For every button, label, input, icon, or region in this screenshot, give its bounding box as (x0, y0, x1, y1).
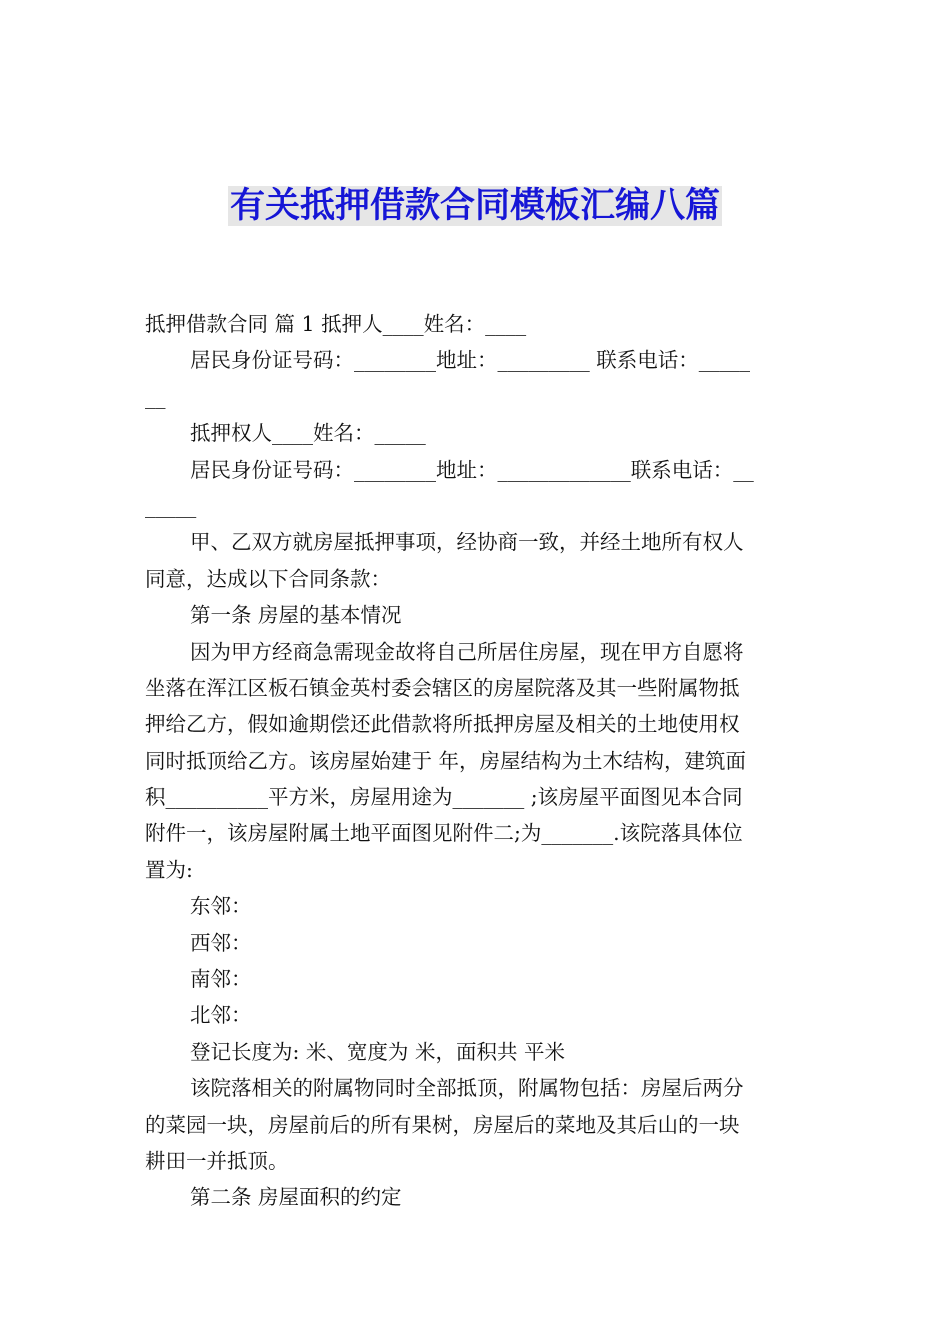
paragraph-line: 同时抵顶给乙方。该房屋始建于 年，房屋结构为土木结构，建筑面 (145, 748, 747, 773)
paragraph-line: 押给乙方，假如逾期偿还此借款将所抵押房屋及相关的土地使用权 (145, 712, 740, 737)
paragraph-line: 积__________平方米，房屋用途为_______ ;该房屋平面图见本合同 (145, 785, 743, 810)
paragraph-line: 抵押借款合同 篇 1 抵押人____姓名：____ (145, 312, 527, 336)
paragraph-line: 东邻： (190, 894, 252, 919)
paragraph-line: 因为甲方经商急需现金故将自己所居住房屋，现在甲方自愿将 (190, 639, 744, 664)
paragraph-line: 的菜园一块，房屋前后的所有果树，房屋后的菜地及其后山的一块 (145, 1112, 740, 1137)
paragraph-line: 附件一，该房屋附属土地平面图见附件二;为_______.该院落具体位 (145, 821, 743, 846)
document-title: 有关抵押借款合同模板汇编八篇 (229, 186, 720, 226)
section-heading: 第二条 房屋面积的约定 (190, 1185, 402, 1210)
paragraph-line: 同意，达成以下合同条款： (145, 566, 391, 591)
paragraph-line: _____ (145, 493, 197, 518)
paragraph-line: __ (145, 384, 166, 409)
section-heading: 第一条 房屋的基本情况 (190, 603, 402, 628)
paragraph-line: 甲、乙双方就房屋抵押事项，经协商一致，并经土地所有权人 (190, 530, 744, 555)
paragraph-line: 抵押权人____姓名：_____ (190, 421, 426, 446)
paragraph-line: 居民身份证号码：________地址：_________ 联系电话：_____ (190, 348, 751, 373)
paragraph-line: 登记长度为: 米、宽度为 米，面积共 平米 (190, 1039, 565, 1064)
paragraph-line: 南邻： (190, 967, 252, 992)
paragraph-line: 坐落在浑江区板石镇金英村委会辖区的房屋院落及其一些附属物抵 (145, 675, 740, 700)
document-body (145, 306, 808, 1216)
paragraph-line: 北邻： (190, 1003, 252, 1028)
paragraph-line: 居民身份证号码：________地址：_____________联系电话：__ (190, 457, 754, 482)
paragraph-line: 西邻： (190, 930, 252, 955)
paragraph-line: 该院落相关的附属物同时全部抵顶，附属物包括：房屋后两分 (190, 1076, 744, 1101)
paragraph-line: 耕田一并抵顶。 (145, 1148, 289, 1173)
paragraph-line: 置为: (145, 857, 193, 882)
